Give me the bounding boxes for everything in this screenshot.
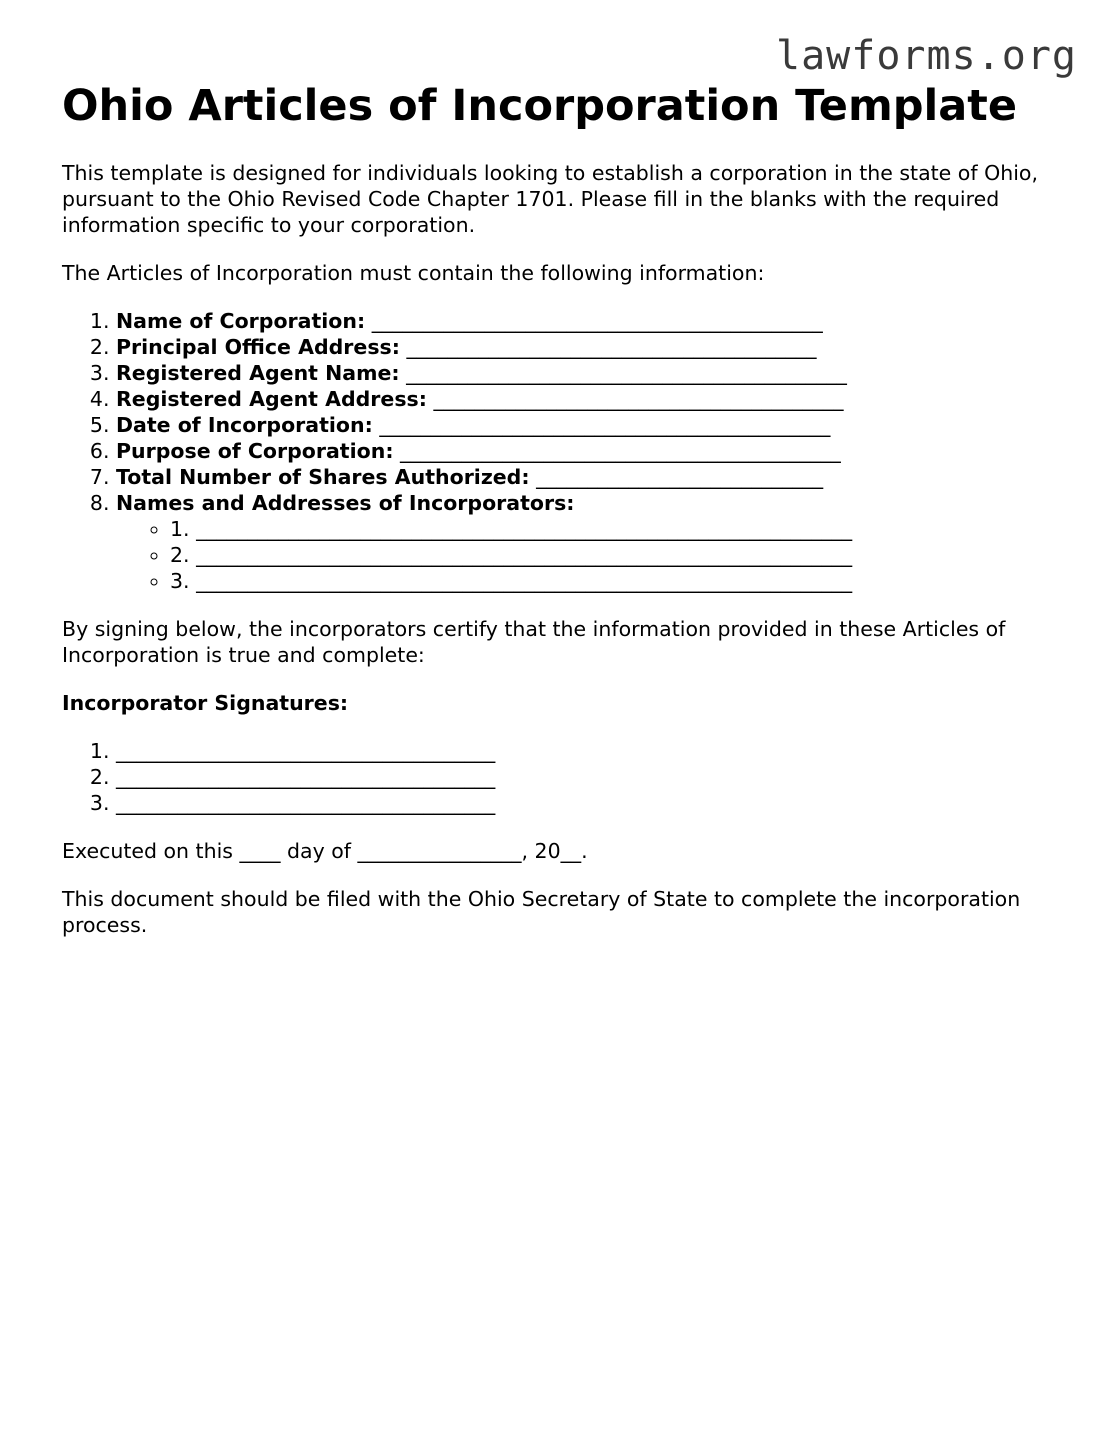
field-incorporators bbox=[116, 490, 1052, 594]
field-label: Registered Agent Name: bbox=[116, 361, 400, 385]
field-label: Date of Incorporation: bbox=[116, 413, 373, 437]
certification-paragraph: By signing below, the incorporators certify that the information provided in these Articles of Incorporation is true and complete: bbox=[62, 617, 1006, 667]
fill-in-blank[interactable]: ________________________________________ bbox=[426, 387, 844, 411]
field-date-of-incorporation bbox=[116, 412, 1052, 438]
incorporator-line[interactable]: ◦ 3. ________________________________________________________________ bbox=[170, 568, 1052, 594]
field-total-shares-authorized bbox=[116, 464, 1052, 490]
field-label: Purpose of Corporation: bbox=[116, 439, 394, 463]
fill-in-blank[interactable]: ____________________________ bbox=[529, 465, 824, 489]
fill-in-blank[interactable]: ________________________________________ bbox=[399, 335, 817, 359]
signature-line[interactable]: 1. _____________________________________ bbox=[116, 738, 1052, 764]
field-label: Principal Office Address: bbox=[116, 335, 400, 359]
incorporator-line[interactable]: ◦ 1. ________________________________________________________________ bbox=[170, 516, 1052, 542]
field-principal-office-address bbox=[116, 334, 1052, 360]
field-name-of-corporation bbox=[116, 308, 1052, 334]
signature-lines-list bbox=[62, 738, 1052, 816]
field-purpose-of-corporation bbox=[116, 438, 1052, 464]
requirements-intro: The Articles of Incorporation must contain the following information: bbox=[62, 261, 765, 285]
field-label: Registered Agent Address: bbox=[116, 387, 427, 411]
watermark: lawforms.org bbox=[776, 33, 1077, 79]
signature-line[interactable]: 2. _____________________________________ bbox=[116, 764, 1052, 790]
execution-date-line[interactable]: Executed on this ____ day of ________________, 20__. bbox=[62, 839, 588, 863]
incorporators-list bbox=[116, 516, 1052, 594]
field-registered-agent-address bbox=[116, 386, 1052, 412]
filing-note: This document should be filed with the Ohio Secretary of State to complete the incorporation process. bbox=[62, 887, 1021, 937]
field-label: Names and Addresses of Incorporators: bbox=[116, 491, 575, 515]
field-registered-agent-name bbox=[116, 360, 1052, 386]
field-label: Name of Corporation: bbox=[116, 309, 366, 333]
fill-in-blank[interactable]: ____________________________________________ bbox=[365, 309, 823, 333]
fill-in-blank[interactable]: ____________________________________________ bbox=[372, 413, 831, 437]
required-fields-list bbox=[62, 308, 1052, 594]
signature-line[interactable]: 3. _____________________________________ bbox=[116, 790, 1052, 816]
incorporator-line[interactable]: ◦ 2. ________________________________________________________________ bbox=[170, 542, 1052, 568]
fill-in-blank[interactable]: ___________________________________________ bbox=[393, 439, 841, 463]
document-body bbox=[62, 78, 1052, 938]
field-label: Total Number of Shares Authorized: bbox=[116, 465, 530, 489]
fill-in-blank[interactable]: ___________________________________________ bbox=[399, 361, 847, 385]
document-title: Ohio Articles of Incorporation Template bbox=[62, 81, 1018, 131]
intro-paragraph: This template is designed for individuals looking to establish a corporation in the state of Ohio, pursuant to the Ohio Revised Code Chapter 1701. Please fill in the blanks with the required information specific to your corporation. bbox=[62, 161, 1038, 237]
signatures-heading: Incorporator Signatures: bbox=[62, 691, 349, 715]
